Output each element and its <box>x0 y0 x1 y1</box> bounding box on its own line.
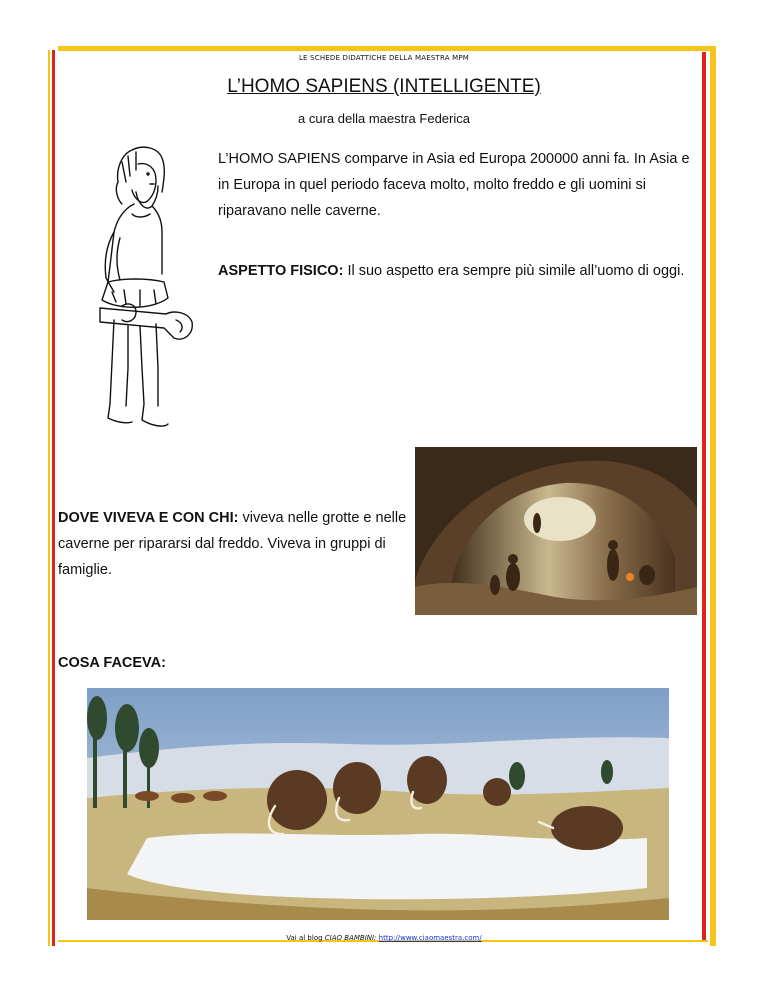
cave-illustration <box>415 447 697 615</box>
page-footer <box>0 934 768 942</box>
footer-prefix: Vai al blog <box>286 934 323 942</box>
page-subtitle: a cura della maestra Federica <box>298 111 470 126</box>
cosa-heading <box>58 650 358 676</box>
aspetto-label: ASPETTO FISICO: <box>218 263 344 279</box>
caveman-illustration <box>92 142 200 434</box>
mammoth-landscape-illustration <box>87 688 669 920</box>
cosa-label: COSA FACEVA: <box>58 655 166 671</box>
footer-blog-link[interactable]: http://www.ciaomaestra.com/ <box>378 934 482 942</box>
dove-text: viveva nelle grotte e nelle caverne per ripararsi dal freddo. Viveva in gruppi di famiglie. <box>58 510 407 578</box>
dove-paragraph <box>58 505 408 583</box>
frame-left-border-red <box>52 50 55 946</box>
dove-label: DOVE VIVEVA E CON CHI: <box>58 510 239 526</box>
page-title: L’HOMO SAPIENS (INTELLIGENTE) <box>227 76 541 97</box>
aspetto-paragraph <box>218 258 704 284</box>
aspetto-text: Il suo aspetto era sempre più simile all’uomo di oggi. <box>347 263 685 279</box>
frame-right-border-yellow <box>710 46 716 946</box>
footer-blog-name: CIAO BAMBINI: <box>324 934 377 942</box>
page-header: LE SCHEDE DIDATTICHE DELLA MAESTRA MPM <box>298 54 470 62</box>
frame-top-border <box>58 46 716 51</box>
intro-paragraph: L’HOMO SAPIENS comparve in Asia ed Europa 200000 anni fa. In Asia e in Europa in quel periodo faceva molto, molto freddo e gli uomini si riparavano nelle caverne. <box>218 151 690 219</box>
frame-left-border-yellow <box>48 50 50 946</box>
